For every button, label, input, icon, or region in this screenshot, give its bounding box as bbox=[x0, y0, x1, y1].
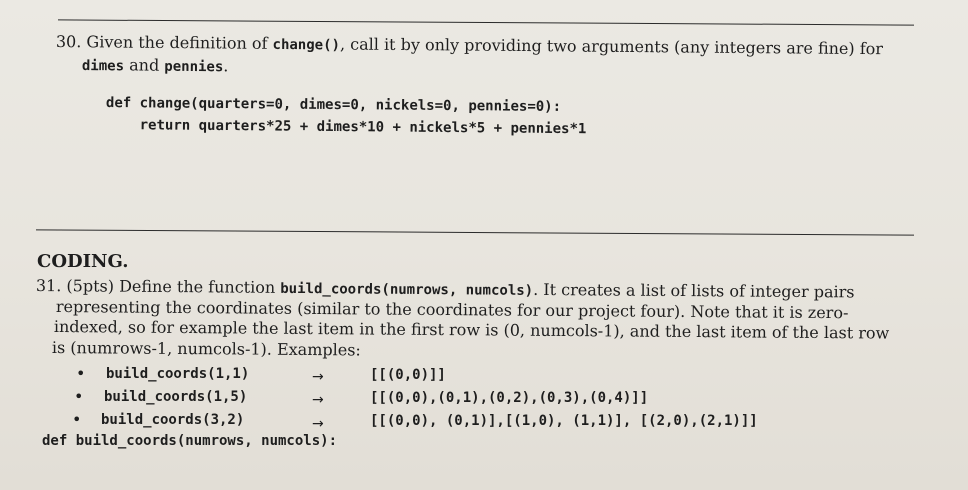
question-31-line-2: representing the coordinates (similar to the coordinates for our project four). Note that it is zero- bbox=[55, 297, 849, 323]
example-bullet: • bbox=[72, 410, 82, 429]
example-arrow: → bbox=[312, 416, 324, 432]
question-30-text-and: and bbox=[123, 55, 165, 75]
example-bullet: • bbox=[76, 364, 86, 383]
question-31-text-b: . It creates a list of lists of integer pairs bbox=[533, 279, 855, 302]
example-call: build_coords(3,2) bbox=[101, 412, 245, 428]
example-call: build_coords(1,5) bbox=[104, 389, 248, 405]
question-30-text-b: , call it by only providing two arguments (any integers are fine) for bbox=[339, 34, 884, 59]
question-30-text-period: . bbox=[223, 56, 229, 76]
question-31-line-4: is (numrows-1, numcols-1). Examples: bbox=[51, 338, 361, 360]
coding-heading: CODING. bbox=[37, 251, 129, 272]
question-31-number: 31. bbox=[35, 276, 62, 296]
example-result: [[(0,0),(0,1),(0,2),(0,3),(0,4)]] bbox=[370, 390, 649, 406]
example-arrow: → bbox=[312, 369, 324, 385]
question-31-text-a: Define the function bbox=[119, 276, 281, 297]
question-30-code-dimes: dimes bbox=[81, 57, 125, 75]
question-31-points: (5pts) bbox=[66, 276, 115, 296]
middle-divider bbox=[36, 229, 914, 235]
example-result: [[(0,0), (0,1)],[(1,0), (1,1)], [(2,0),(2,1)]] bbox=[370, 413, 758, 429]
question-31-line-3: indexed, so for example the last item in the first row is (0, numcols-1), and the last item of the last row bbox=[53, 317, 890, 343]
example-call: build_coords(1,1) bbox=[106, 366, 250, 382]
code-def-build-coords: def build_coords(numrows, numcols): bbox=[42, 433, 338, 449]
question-30-number: 30. bbox=[55, 32, 82, 52]
code-def-change: def change(quarters=0, dimes=0, nickels=0, pennies=0): bbox=[105, 95, 562, 115]
example-arrow: → bbox=[312, 392, 324, 408]
code-return-line: return quarters*25 + dimes*10 + nickels*5 + pennies*1 bbox=[105, 117, 587, 138]
question-31-code-signature: build_coords(numrows, numcols) bbox=[280, 280, 534, 299]
example-result: [[(0,0)]] bbox=[370, 367, 446, 383]
question-30-line-2 bbox=[82, 55, 229, 77]
top-divider bbox=[58, 19, 914, 25]
question-30-text-a: Given the definition of bbox=[86, 32, 273, 53]
question-30-code-pennies: pennies bbox=[164, 58, 224, 76]
question-30-code-change: change() bbox=[272, 36, 341, 54]
example-bullet: • bbox=[74, 387, 84, 406]
